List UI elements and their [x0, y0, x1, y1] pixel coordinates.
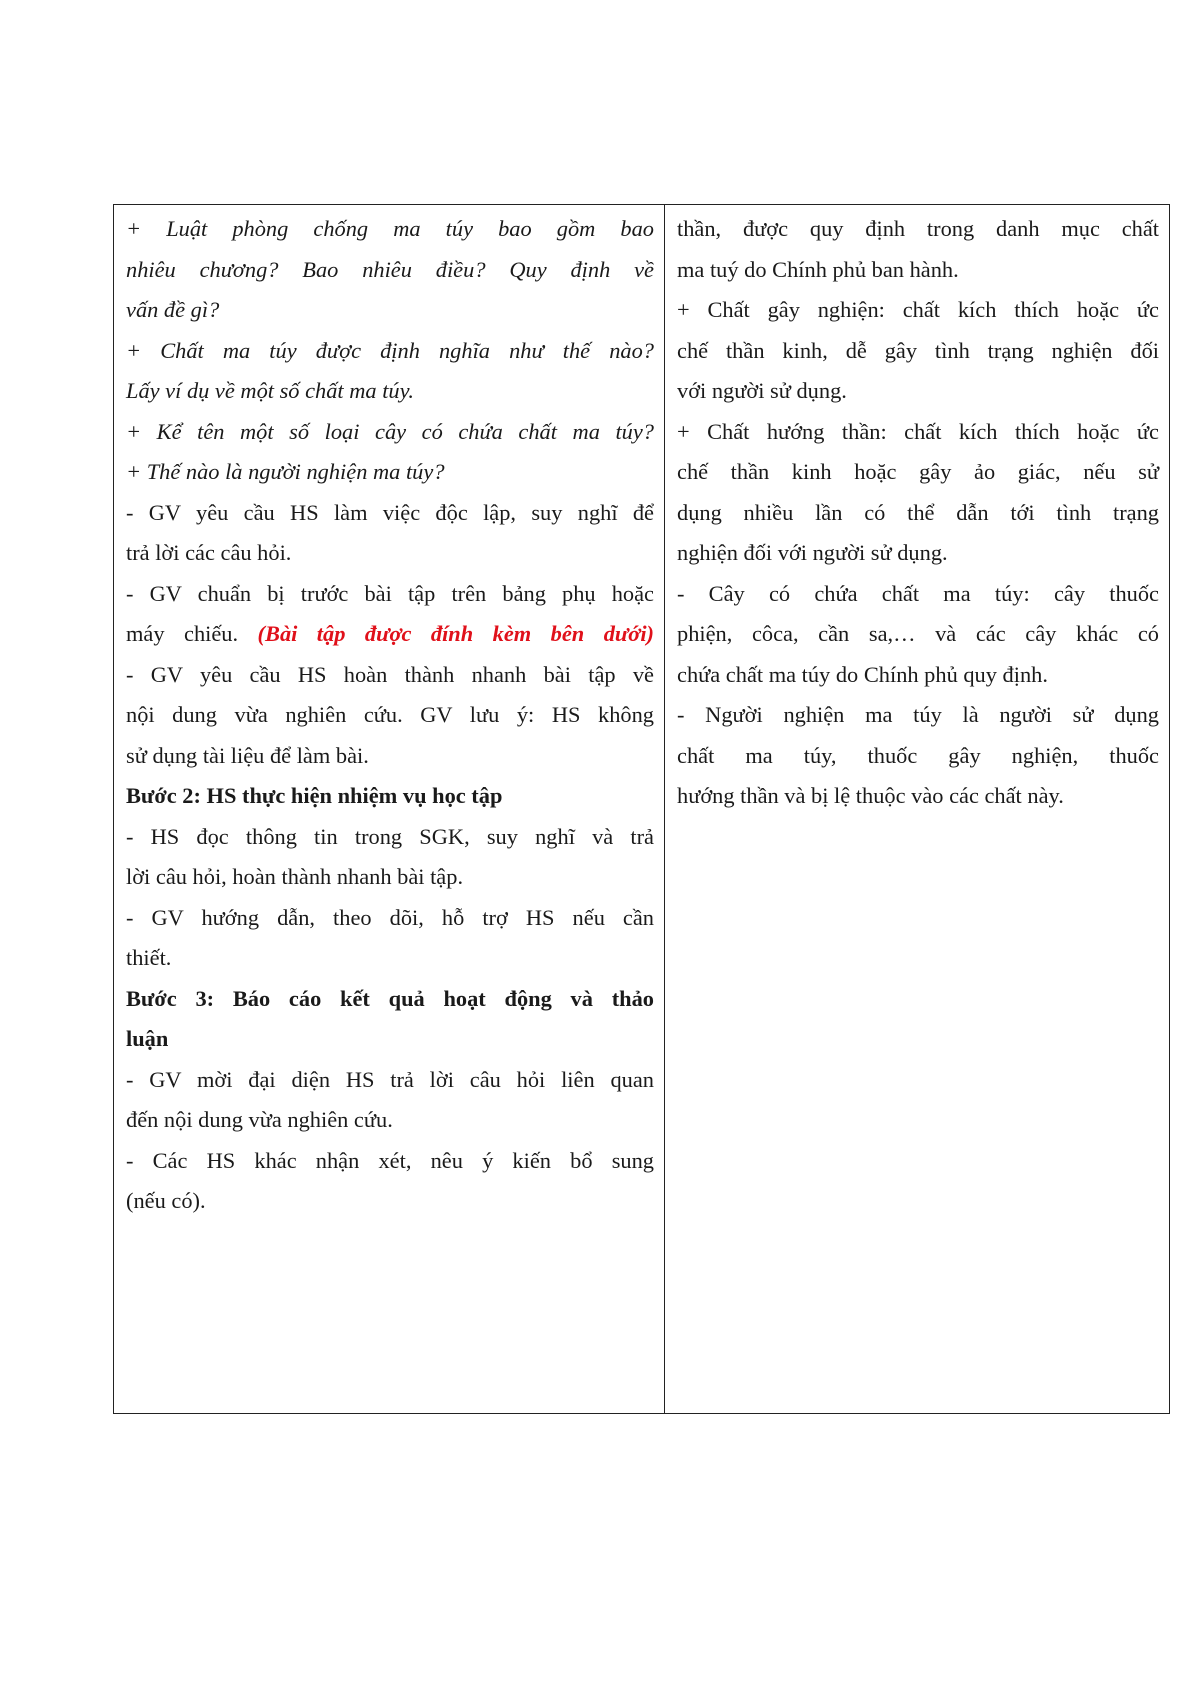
- instruction-line: - GV yêu cầu HS hoàn thành nhanh bài tập về: [126, 661, 654, 687]
- content-line: chế thần kinh hoặc gây ảo giác, nếu sử: [677, 459, 1159, 484]
- content-line: thần, được quy định trong danh mục chất: [677, 216, 1159, 241]
- lesson-table: [113, 204, 1170, 1414]
- content-line: ma tuý do Chính phủ ban hành.: [677, 256, 959, 282]
- instruction-line: - HS đọc thông tin trong SGK, suy nghĩ và trả: [126, 823, 654, 849]
- question-line: + Chất ma túy được định nghĩa như thế nào?: [126, 337, 654, 363]
- question-line: Lấy ví dụ về một số chất ma túy.: [126, 378, 414, 403]
- instruction-line: sử dụng tài liệu để làm bài.: [126, 742, 369, 768]
- step-2-heading: Bước 2: HS thực hiện nhiệm vụ học tập: [126, 783, 503, 808]
- step-3-heading: luận: [126, 1026, 169, 1051]
- instruction-line: lời câu hỏi, hoàn thành nhanh bài tập.: [126, 864, 464, 889]
- question-line: + Kể tên một số loại cây có chứa chất ma túy?: [126, 418, 654, 444]
- content-line: dụng nhiều lần có thể dẫn tới tình trạng: [677, 499, 1159, 525]
- content-line: hướng thần và bị lệ thuộc vào các chất này.: [677, 783, 1064, 808]
- table-row: [114, 205, 1170, 1414]
- content-line: chứa chất ma túy do Chính phủ quy định.: [677, 661, 1048, 687]
- instruction-text: máy chiếu.: [126, 621, 239, 646]
- step-3-heading: Bước 3: Báo cáo kết quả hoạt động và thảo: [126, 985, 654, 1011]
- content-line: - Cây có chứa chất ma túy: cây thuốc: [677, 580, 1159, 606]
- question-line: nhiêu chương? Bao nhiêu điều? Quy định về: [126, 256, 654, 282]
- instruction-line: - GV mời đại diện HS trả lời câu hỏi liên quan: [126, 1066, 654, 1092]
- content-line: - Người nghiện ma túy là người sử dụng: [677, 702, 1159, 727]
- question-line: vấn đề gì?: [126, 297, 220, 322]
- instruction-line: - GV chuẩn bị trước bài tập trên bảng phụ hoặc: [126, 580, 654, 606]
- expected-product-cell: [665, 205, 1170, 1414]
- instruction-line: đến nội dung vừa nghiên cứu.: [126, 1107, 393, 1132]
- content-line: + Chất gây nghiện: chất kích thích hoặc ức: [677, 297, 1159, 322]
- instruction-line: (nếu có).: [126, 1188, 206, 1213]
- instruction-line: - GV hướng dẫn, theo dõi, hỗ trợ HS nếu cần: [126, 904, 654, 930]
- content-line: với người sử dụng.: [677, 378, 847, 403]
- instruction-line: trả lời các câu hỏi.: [126, 540, 292, 565]
- instruction-line: thiết.: [126, 945, 172, 970]
- instruction-line: nội dung vừa nghiên cứu. GV lưu ý: HS không: [126, 702, 654, 727]
- instruction-line: [126, 614, 654, 655]
- instruction-line: - Các HS khác nhận xét, nêu ý kiến bổ sung: [126, 1147, 654, 1173]
- content-line: phiện, côca, cần sa,… và các cây khác có: [677, 621, 1159, 646]
- content-line: chất ma túy, thuốc gây nghiện, thuốc: [677, 742, 1159, 768]
- content-line: chế thần kinh, dễ gây tình trạng nghiện đối: [677, 337, 1159, 363]
- attachment-note: (Bài tập được đính kèm bên dưới): [257, 621, 654, 646]
- teacher-activity-cell: [114, 205, 665, 1414]
- question-line: + Luật phòng chống ma túy bao gồm bao: [126, 216, 654, 241]
- instruction-line: - GV yêu cầu HS làm việc độc lập, suy nghĩ để: [126, 499, 654, 525]
- content-line: + Chất hướng thần: chất kích thích hoặc ức: [677, 418, 1159, 444]
- content-line: nghiện đối với người sử dụng.: [677, 540, 948, 565]
- question-line: + Thế nào là người nghiện ma túy?: [126, 459, 445, 484]
